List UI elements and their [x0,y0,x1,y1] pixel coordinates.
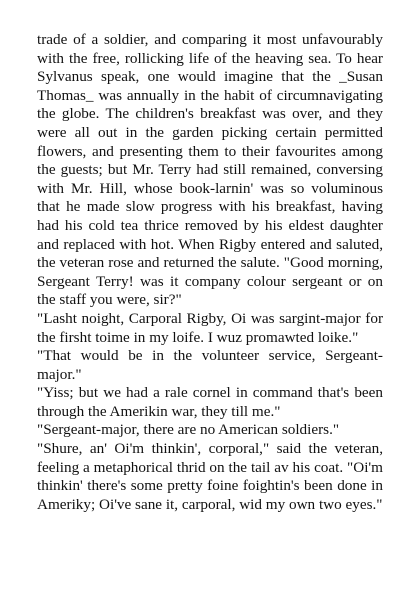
paragraph-dialogue-cornel: "Yiss; but we had a rale cornel in command that's been through the Amerikin war, they till me." [37,384,383,420]
paragraph-dialogue-rigby-reply: "Lasht noight, Carporal Rigby, Oi was sargint-major for the firsht toime in my loife. I wuz promawted loike." [37,309,383,346]
paragraph-dialogue-volunteer: "That would be in the volunteer service, Sergeant-major." [37,347,383,383]
paragraph-narrative: trade of a soldier, and comparing it most unfavourably with the free, rollicking life of the heaving sea. To hear Sylvanus speak, one would imagine that the _Susan Thomas_ was annually in the habit of circumnavigating the globe. The children's breakfast was over, and they were all out in the garden picking certain permitted flowers, and presenting them to their favourites among the guests; but Mr. Terry had still remained, conversing with Mr. Hill, whose book-larnin' was so voluminous that he made slow progress with his breakfast, having had his cold tea thrice removed by his eldest daughter and replaced with hot. When Rigby entered and saluted, the veteran rose and returned the salute. "Good morning, Sergeant Terry! was it company colour sergeant or on the staff you were, sir?" [37,31,383,309]
paragraph-dialogue-no-american-soldiers: "Sergeant-major, there are no American soldiers." [37,421,340,439]
paragraph-dialogue-veteran: "Shure, an' Oi'm thinkin', corporal," said the veteran, feeling a metaphorical thrid on the tail av his coat. "Oi'm thinkin' there's some pretty foine foightin's been done in Ameriky; Oi've sane it, carporal, wid my own two eyes." [37,440,383,513]
book-page-text [37,31,383,514]
